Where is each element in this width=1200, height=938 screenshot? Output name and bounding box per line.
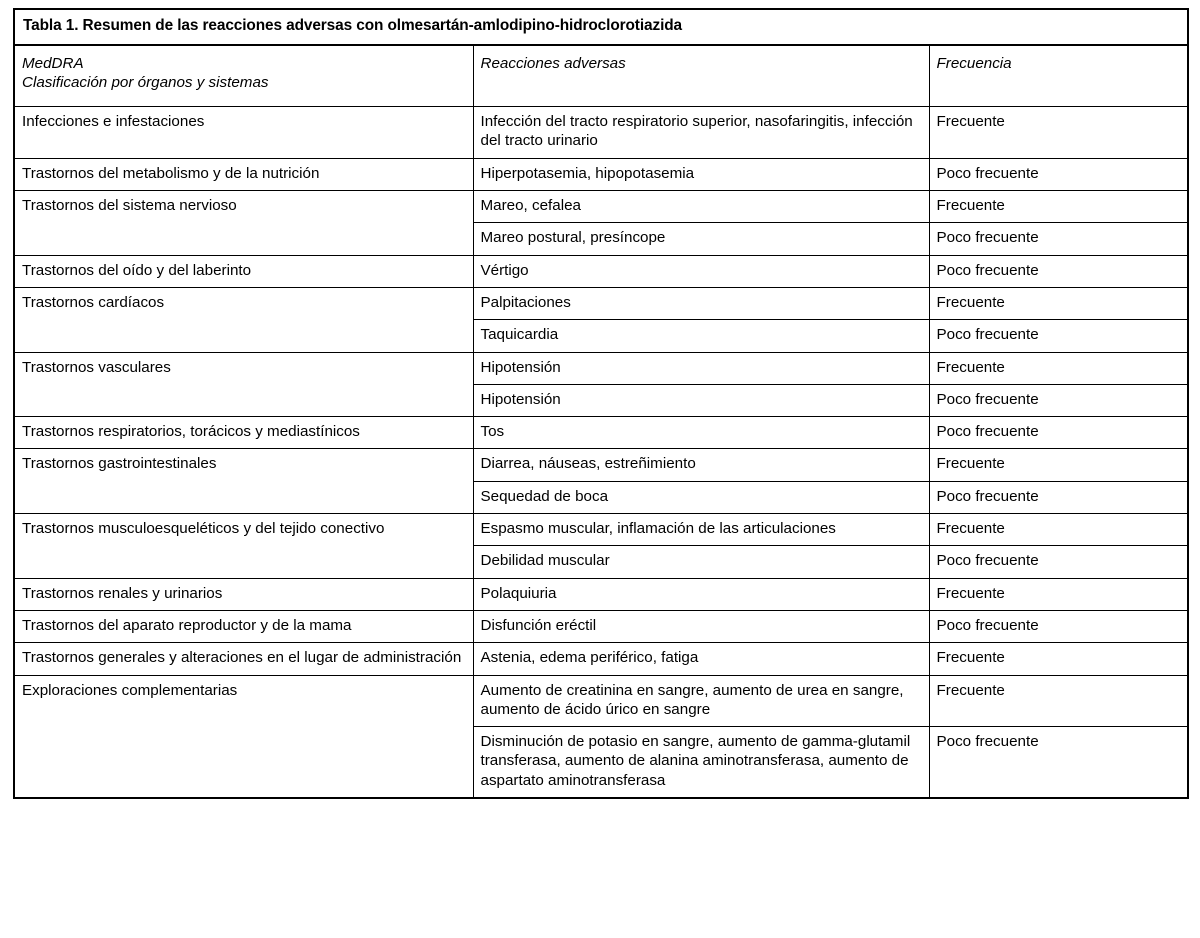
cell-reaction: Disminución de potasio en sangre, aumento de gamma-glutamil transferasa, aumento de alanina aminotransferasa, aumento de aspartato aminotransferasa [473, 727, 929, 798]
table-title-row [14, 9, 1188, 45]
cell-soc: Trastornos musculoesqueléticos y del tejido conectivo [14, 514, 473, 579]
header-cell-soc [14, 45, 473, 107]
adverse-reactions-table [13, 8, 1189, 799]
table-row [14, 449, 1188, 481]
table-body [14, 9, 1188, 798]
cell-soc: Trastornos del sistema nervioso [14, 191, 473, 256]
cell-reaction: Aumento de creatinina en sangre, aumento de urea en sangre, aumento de ácido úrico en sangre [473, 675, 929, 727]
cell-frequency: Poco frecuente [929, 320, 1188, 352]
table-row [14, 287, 1188, 319]
table-title: Tabla 1. Resumen de las reacciones adversas con olmesartán-amlodipino-hidroclorotiazida [14, 9, 1188, 45]
cell-reaction: Espasmo muscular, inflamación de las articulaciones [473, 514, 929, 546]
table-row [14, 255, 1188, 287]
cell-soc: Trastornos renales y urinarios [14, 578, 473, 610]
table-row [14, 158, 1188, 190]
cell-soc: Trastornos del aparato reproductor y de la mama [14, 610, 473, 642]
cell-reaction: Hipotensión [473, 384, 929, 416]
cell-reaction: Polaquiuria [473, 578, 929, 610]
header-cell-frequency: Frecuencia [929, 45, 1188, 107]
cell-reaction: Astenia, edema periférico, fatiga [473, 643, 929, 675]
cell-reaction: Disfunción eréctil [473, 610, 929, 642]
table-header-row [14, 45, 1188, 107]
table-row [14, 578, 1188, 610]
cell-frequency: Poco frecuente [929, 727, 1188, 798]
cell-soc: Trastornos cardíacos [14, 287, 473, 352]
table-row [14, 417, 1188, 449]
cell-frequency: Poco frecuente [929, 546, 1188, 578]
header-soc-label: Clasificación por órganos y sistemas [22, 73, 269, 91]
table-row [14, 643, 1188, 675]
cell-frequency: Poco frecuente [929, 417, 1188, 449]
cell-reaction: Diarrea, náuseas, estreñimiento [473, 449, 929, 481]
cell-reaction: Hiperpotasemia, hipopotasemia [473, 158, 929, 190]
cell-frequency: Frecuente [929, 107, 1188, 159]
cell-frequency: Frecuente [929, 352, 1188, 384]
cell-reaction: Palpitaciones [473, 287, 929, 319]
cell-reaction: Sequedad de boca [473, 481, 929, 513]
cell-reaction: Debilidad muscular [473, 546, 929, 578]
cell-soc: Trastornos del oído y del laberinto [14, 255, 473, 287]
cell-frequency: Frecuente [929, 287, 1188, 319]
cell-reaction: Tos [473, 417, 929, 449]
cell-reaction: Vértigo [473, 255, 929, 287]
header-meddra-label: MedDRA [22, 54, 84, 72]
cell-soc: Exploraciones complementarias [14, 675, 473, 798]
cell-frequency: Frecuente [929, 578, 1188, 610]
cell-frequency: Poco frecuente [929, 481, 1188, 513]
adverse-reactions-table-container [13, 8, 1187, 799]
cell-soc: Trastornos respiratorios, torácicos y mediastínicos [14, 417, 473, 449]
cell-reaction: Mareo postural, presíncope [473, 223, 929, 255]
table-row [14, 107, 1188, 159]
cell-frequency: Frecuente [929, 675, 1188, 727]
cell-reaction: Taquicardia [473, 320, 929, 352]
cell-soc: Trastornos vasculares [14, 352, 473, 417]
cell-soc: Trastornos gastrointestinales [14, 449, 473, 514]
table-row [14, 610, 1188, 642]
cell-frequency: Frecuente [929, 191, 1188, 223]
cell-soc: Infecciones e infestaciones [14, 107, 473, 159]
cell-frequency: Poco frecuente [929, 384, 1188, 416]
table-row [14, 514, 1188, 546]
cell-frequency: Poco frecuente [929, 223, 1188, 255]
table-row [14, 675, 1188, 727]
cell-reaction: Infección del tracto respiratorio superior, nasofaringitis, infección del tracto urinario [473, 107, 929, 159]
cell-frequency: Frecuente [929, 514, 1188, 546]
cell-frequency: Poco frecuente [929, 610, 1188, 642]
cell-frequency: Frecuente [929, 449, 1188, 481]
cell-reaction: Mareo, cefalea [473, 191, 929, 223]
header-cell-reactions: Reacciones adversas [473, 45, 929, 107]
cell-soc: Trastornos generales y alteraciones en el lugar de administración [14, 643, 473, 675]
cell-frequency: Poco frecuente [929, 158, 1188, 190]
table-row [14, 352, 1188, 384]
cell-frequency: Poco frecuente [929, 255, 1188, 287]
cell-reaction: Hipotensión [473, 352, 929, 384]
cell-soc: Trastornos del metabolismo y de la nutrición [14, 158, 473, 190]
table-row [14, 191, 1188, 223]
cell-frequency: Frecuente [929, 643, 1188, 675]
